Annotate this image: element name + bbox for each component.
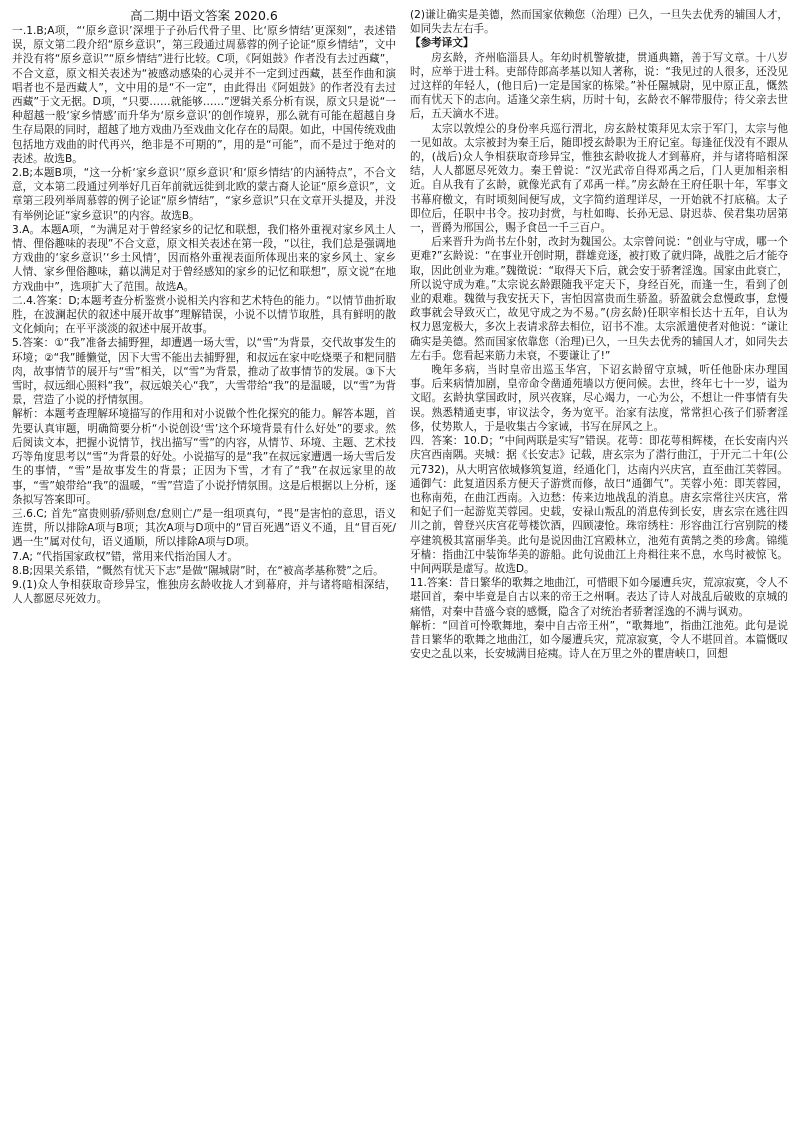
answer-paragraph: (2)谦让确实是美德，然而国家依赖您（治理）已久，一旦失去优秀的辅国人才，如同失去左右手。	[410, 9, 788, 36]
answer-paragraph: 晚年多病，当时皇帝出巡玉华宫，下诏玄龄留守京城，听任他卧床办理国事。后来病情加剧，皇帝命令凿通苑墙以方便问候。去世，终年七十一岁，谥为文昭。玄龄执掌国政时，夙兴夜寐，尽心竭力，一心为公，不想让一件事情有失误。熟悉精通吏事，审议法令，务为宽平。治家有法度，常常担心孩子们骄奢淫侈，仗势欺人，于是收集古今家诫，书写在屏风之上。	[410, 364, 788, 433]
answer-paragraph: 7.A; “代指国家政权”错，常用来代指治国人才。	[12, 550, 238, 563]
right-top-body	[410, 8, 788, 36]
document-title: 高二期中语文答案 2020.6	[130, 8, 278, 23]
answer-paragraph: 8.B;因果关系错，“慨然有忧天下志”是做“隰城尉”时，在“被高孝基称赞”之后。	[12, 564, 384, 577]
answer-paragraph: 太宗以敦煌公的身份率兵巡行渭北，房玄龄杖策拜见太宗于军门，太宗与他一见如故。太宗被封为秦王后，随即授玄龄职为王府记室。每逢征伐没有不跟从的，(战后)众人争相获取奇珍异宝，惟独玄龄收拢人才到幕府，并与诸将暗相深结，人人都愿尽死效力。秦王曾说：“汉光武帝自得邓禹之后，门人更加相亲相近。自从我有了玄龄，就像光武有了邓禹一样。”房玄龄在王府任职十年，军事文书幕府檄文，有时顷刻间便写成，文字简约道理详尽，一开始就不打底稿。太子即位后，任职中书令。按功封赏，与杜如晦、长孙无忌、尉迟恭、侯君集功居第一，晋爵为邢国公，赐予食邑一千三百户。	[410, 122, 788, 235]
answer-paragraph: 解析：“回首可怜歌舞地，秦中自古帝王州”，“歌舞地”，指曲江池苑。此句是说昔日繁华的歌舞之地曲江，如今屡遭兵灾，荒凉寂寞，令人不堪回首。本篇慨叹安史之乱以来，长安城满目疮痍。诗人在万里之外的瞿唐峡口，回想	[410, 619, 788, 661]
right-bottom-body	[410, 434, 788, 661]
reference-translation-heading: 【参考译文】	[410, 37, 474, 50]
answer-paragraph: 5.答案：①“我”准备去捕野狸，却遭遇一场大雪，以“雪”为背景，交代故事发生的环境；②“我”睡懒觉，因下大雪不能出去捕野狸，和叔远在家中吃烧栗子和粑同腊肉，故事情节的展开与“雪”相关，以“雪”为背景，推动了故事情节的发展。③下大雪时，叔远细心照料“我”，叔远娘关心“我”，大雪带给“我”的是温暖，以“雪”为背景，营造了小说的抒情氛围。	[12, 337, 396, 407]
answer-paragraph: 一.1.B;A项，“‘原乡意识’深埋于子孙后代骨子里、比‘原乡情结’更深刻”，表述错误，原文第二段介绍“原乡意识”，第三段通过周慕蓉的例子论证“原乡情结”，文中并没有将“原乡意识”“原乡情结”进行比较。C项，《阿姐鼓》作者没有去过西藏”，不合文意，原文相关表述为“被感动感染的心灵并不一定到过西藏，甚至作曲和演唱者也不是西藏人”，文中用的是“不一定”，由此得出《阿姐鼓》的作者没有去过西藏”于文无据。D项，“只要……就能够……”逻辑关系分析有误，原文只是说“一种超越一般‘家乡情感’而升华为‘原乡意识’的创作境界，那么就有可能在超越自身生存局限的同时，超越了地方戏曲乃至戏曲文化存在的局限。如此，中国传统戏曲包括地方戏曲的时代再兴，绝非是不可期的”，用的是“可能”，而不是过于绝对的表述。故选B。	[12, 25, 396, 165]
answer-paragraph: 2.B;本题B项，“这一分析‘家乡意识’‘原乡意识’和‘原乡情结’的内涵特点”，不合文意，文本第二段通过列举好几百年前就远徙到北欧的蒙古裔人论证“原乡意识”，文章第三段列举周慕蓉的例子论证“原乡情结”，“家乡意识”只在文章开头提及，并没有举例论证“家乡意识”的内容。故选B。	[12, 167, 396, 222]
answer-paragraph: 后来晋升为尚书左仆射，改封为魏国公。太宗曾问说：“创业与守成，哪一个更难?”玄龄说：“在事业开创时期，群雄竞逐，被打败了就归降，战胜之后才能夺取，因此创业为难。”魏徵说：“取得天下后，就会安于骄奢淫逸。国家由此衰亡，所以说守成为难。”太宗说玄龄跟随我平定天下，身经百死，而逢一生，看到了创业的艰难。魏徵与我安抚天下，害怕因富贵而生骄盈。骄盈就会怠慢政事，怠慢政事就会导致灭亡，故见守成之为不易。”(房玄龄)任职宰相长达十五年，自认为权力恩宠极大，多次上表请求辞去相位，诏书不准。太宗派遣使者对他说：“谦让确实是美德。然而国家依靠您（治理)已久，一旦失去优秀的辅国人才，如同失去左右手。您看起来筋力未衰，不要谦让了!”	[410, 236, 788, 362]
answer-paragraph: 三.6.C; 首先“富贵则骄/骄则怠/怠则亡/”是一组项真句，“畏”是害怕的意思，语义连贯，所以排除A项与B项；其次A项与D项中的“冒百死遇”语义不通，且“冒百死/遇一生”属对仗句，语义通顺，所以排除A项与D项。	[12, 507, 396, 549]
answer-paragraph: 房玄龄，齐州临淄县人。年幼时机警敏捷，贯通典籍，善于写文章。十八岁时，应举于进士科。吏部侍郎高孝基以知人著称，说：“我见过的人很多，还没见过这样的年轻人，(他日后)一定是国家的栋梁。”补任隰城尉，见中原正乱，慨然而有忧天下的志向。适逢父亲生病，历时十旬，玄龄衣不解带服侍；待父亲去世后，五天滴水不进。	[410, 51, 788, 121]
left-column	[12, 8, 396, 606]
answer-paragraph: 解析：本题考查理解环境描写的作用和对小说做个性化探究的能力。解答本题，首先要认真审题，明确简要分析“小说创设‘雪’这个环境背景有什么好处”的要求。然后阅读文本，把握小说情节，找出描写“雪”的内容，从情节、环境、主题、艺术技巧等角度思考以“雪”为背景的好处。小说描写的是“我”在叔远家遭遇一场大雪后发生的事情，“雪”是故事发生的背景；正因为下雪，才有了“我”在叔远家里的故事，“雪”娘带给“我”的温暖，“雪”营造了小说抒情氛围。这是后根据以上分析，逐条拟写答案即可。	[12, 408, 396, 506]
answer-paragraph: 四．答案：10.D；“中间两联是实写”错误。花萼：即花萼相辉楼，在长安南内兴庆宫西南隅。夹城：据《长安志》记载，唐玄宗为了潜行曲江，于开元二十年(公元732)，从大明宫依城修筑复道，经通化门，达南内兴庆宫，直至曲江芙蓉园。通御气：此复道因系方便天子游赏而修，故曰“通御气”。芙蓉小苑：即芙蓉园，也称南苑，在曲江西南。入边愁：传来边地战乱的消息。唐玄宗常往兴庆宫，常和妃子们一起游览芙蓉园。史载，安禄山叛乱的消息传到长安，唐玄宗在逃往四川之前，曾登兴庆宫花萼楼饮酒，四顾凄怆。珠帘绣柱：形容曲江行宫别院的楼亭建筑极其富丽华美。此句是说因曲江宫殿林立，池苑有黄鹄之类的珍禽。锦缆牙樯：指曲江中装饰华美的游船。此句说曲江上舟楫往来不息，水鸟时被惊飞。中间两联是虚写。故选D。	[410, 435, 788, 575]
right-column	[410, 8, 788, 661]
answer-paragraph: 9.(1)众人争相获取奇珍异宝，惟独房玄龄收拢人才到幕府，并与诸将暗相深结，人人都愿尽死效力。	[12, 578, 396, 606]
left-column-body	[12, 24, 396, 606]
answer-paragraph: 3.A。本题A项，“为满足对于曾经家乡的记忆和联想，我们格外重视对家乡风土人情、俚俗趣味的表现”不合文意，原文相关表述在第一段，“以往，我们总是强调地方戏曲的‘家乡意识’‘乡土风情’，因而格外重视表面所体现出来的家乡风土、家乡人情、家乡俚俗趣味，藉以满足对于曾经感知的家乡的记忆和联想”，原文说“在地方戏曲中”，选项扩大了范围。故选A。	[12, 223, 396, 293]
translation-body	[410, 51, 788, 434]
answer-paragraph: 11.答案：昔日繁华的歌舞之地曲江，可惜眼下如今屡遭兵灾，荒凉寂寞，令人不堪回首，秦中毕竟是自古以来的帝王之州啊。表达了诗人对战乱后破败的京城的痛惜，对秦中昔盛今衰的感慨，隐含了对统治者骄奢淫逸的不满与讽劝。	[410, 577, 788, 618]
answer-paragraph: 二.4.答案：D;本题考查分析鉴赏小说相关内容和艺术特色的能力。“以情节曲折取胜，在波澜起伏的叙述中展开故事”理解错误，小说不以情节取胜，具有鲜明的散文化倾向；在平平淡淡的叙述中展开故事。	[12, 294, 396, 336]
